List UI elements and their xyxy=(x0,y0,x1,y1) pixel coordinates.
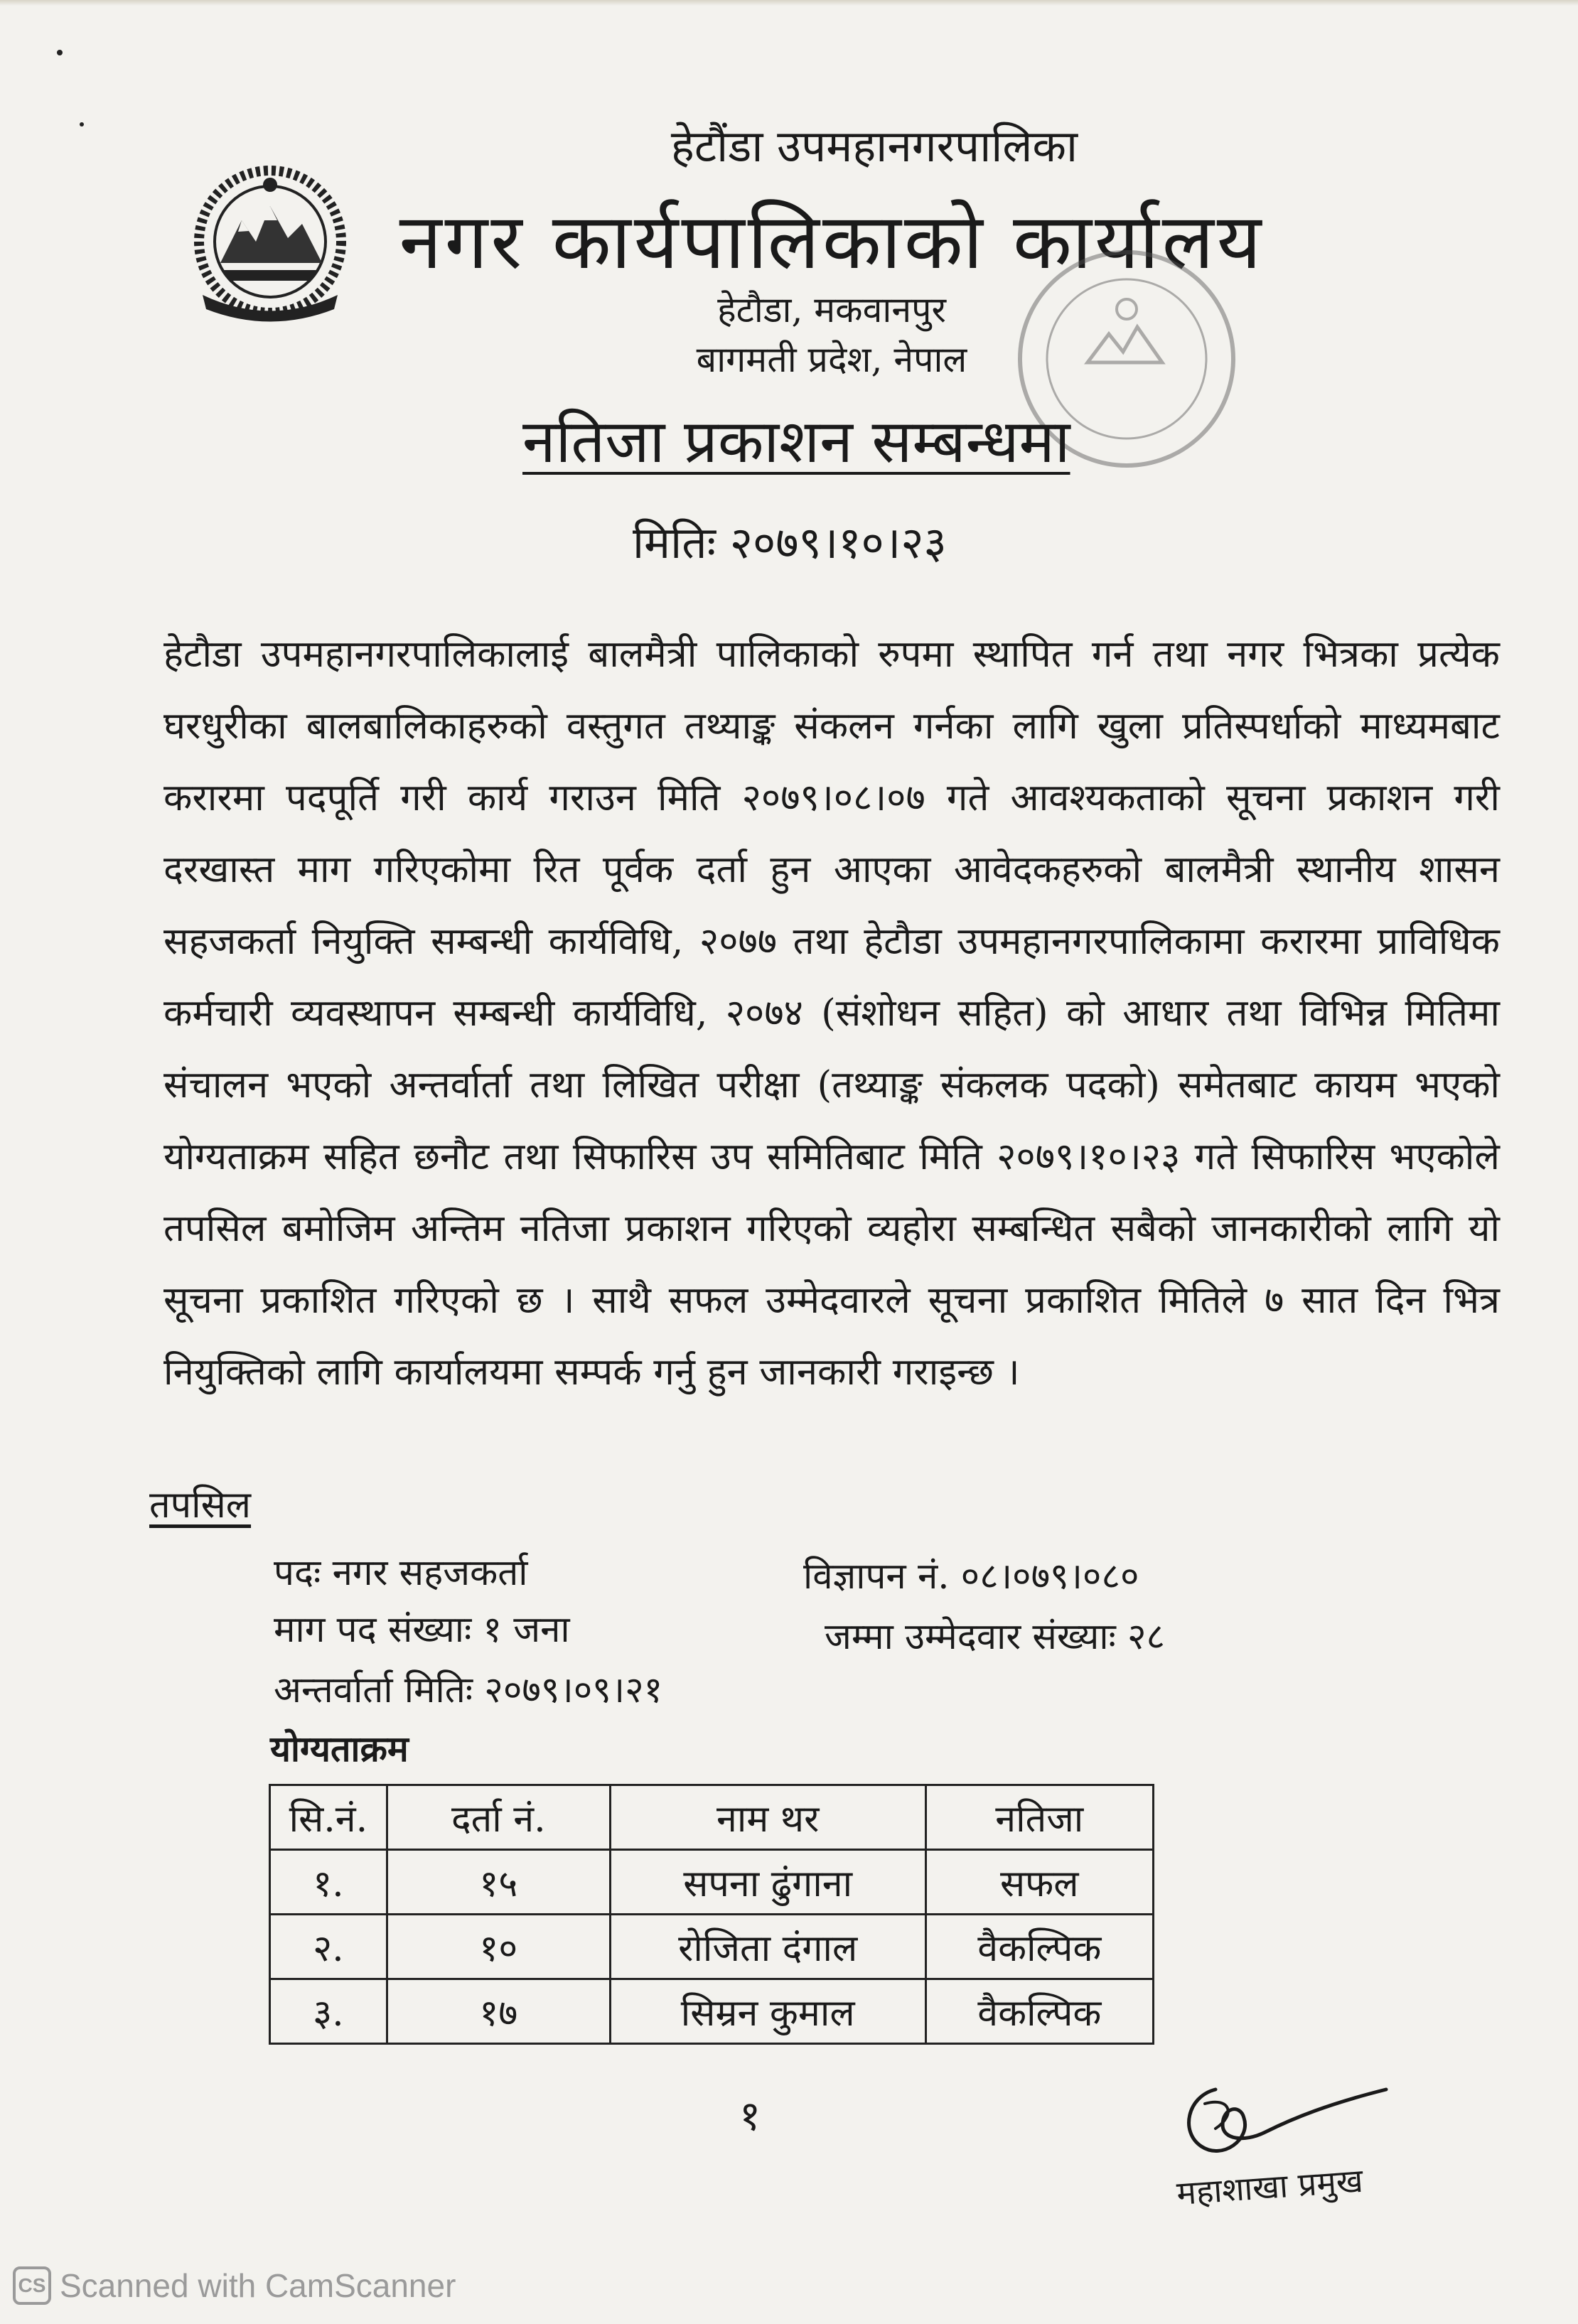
scan-speck xyxy=(80,122,84,127)
page-top-edge xyxy=(0,0,1578,6)
table-cell: सिम्रन कुमाल xyxy=(610,1979,925,2044)
notice-date: मितिः २०७९।१०।२३ xyxy=(633,517,947,569)
address-line-1: हेटौडा, मकवानपुर xyxy=(717,289,946,330)
address-line-2: बागमती प्रदेश, नेपाल xyxy=(696,339,967,380)
column-header: नतिजा xyxy=(925,1785,1153,1850)
scan-speck xyxy=(57,50,63,55)
table-cell: रोजिता दंगाल xyxy=(610,1915,925,1979)
org-title: नगर कार्यपालिकाको कार्यालय xyxy=(399,198,1265,286)
org-subtitle: हेटौंडा उपमहानगरपालिका xyxy=(670,120,1078,172)
table-header-row xyxy=(270,1785,1154,1850)
table-cell: १५ xyxy=(387,1850,610,1915)
table-cell: १० xyxy=(387,1915,610,1979)
table-cell: ३. xyxy=(270,1979,387,2044)
signatory-title: महाशाखा प्रमुख xyxy=(1175,2161,1365,2213)
scanner-watermark xyxy=(13,2264,456,2307)
interview-date: अन्तर्वार्ता मितिः २०७९।०९।२१ xyxy=(274,1669,663,1711)
ranking-heading: योग्यताक्रम xyxy=(270,1728,409,1770)
column-header: दर्ता नं. xyxy=(387,1785,610,1850)
page-number: १ xyxy=(739,2092,761,2140)
scanner-watermark-text: Scanned with CamScanner xyxy=(60,2267,456,2304)
column-header: सि.नं. xyxy=(270,1785,387,1850)
table-cell: २. xyxy=(270,1915,387,1979)
total-candidates: जम्मा उम्मेदवार संख्याः २८ xyxy=(825,1616,1166,1658)
camscanner-logo-icon: CS xyxy=(13,2266,51,2305)
table-row xyxy=(270,1850,1154,1915)
post-name: पदः नगर सहजकर्ता xyxy=(274,1552,528,1594)
demand-count: माग पद संख्याः १ जना xyxy=(274,1609,570,1651)
table-row xyxy=(270,1915,1154,1979)
table-cell: वैकल्पिक xyxy=(925,1979,1153,2044)
details-heading: तपसिल xyxy=(149,1484,252,1527)
notice-subject: नतिजा प्रकाशन सम्बन्धमा xyxy=(522,407,1070,476)
advertisement-number: विज्ञापन नं. ०८।०७९।०८० xyxy=(803,1556,1139,1598)
column-header: नाम थर xyxy=(610,1785,925,1850)
table-cell: वैकल्पिक xyxy=(925,1915,1153,1979)
table-cell: सफल xyxy=(925,1850,1153,1915)
table-row xyxy=(270,1979,1154,2044)
notice-body: हेटौडा उपमहानगरपालिकालाई बालमैत्री पालिकाको रुपमा स्थापित गर्न तथा नगर भित्रका प्रत्येक घरधुरीका बालबालिकाहरुको वस्तुगत तथ्याङ्क संकलन गर्नका लागि खुला प्रतिस्पर्धाको माध्यमबाट करारमा पदपूर्ति गरी कार्य गराउन मिति २०७९।०८।०७ गते आवश्यकताको सूचना प्रकाशन गरी दरखास्त माग गरिएकोमा रित पूर्वक दर्ता हुन आएका आवेदकहरुको बालमैत्री स्थानीय शासन सहजकर्ता नियुक्ति सम्बन्धी कार्यविधि, २०७७ तथा हेटौडा उपमहानगरपालिकामा करारमा प्राविधिक कर्मचारी व्यवस्थापन सम्बन्धी कार्यविधि, २०७४ (संशोधन सहित) को आधार तथा विभिन्न मितिमा संचालन भएको अन्तर्वार्ता तथा लिखित परीक्षा (तथ्याङ्क संकलक पदको) समेतबाट कायम भएको योग्यताक्रम सहित छनौट तथा सिफारिस उप समितिबाट मिति २०७९।१०।२३ गते सिफारिस भएकोले तपसिल बमोजिम अन्तिम नतिजा प्रकाशन गरिएको व्यहोरा सम्बन्धित सबैको जानकारीको लागि यो सूचना प्रकाशित गरिएको छ । साथै सफल उम्मेदवारले सूचना प्रकाशित मितिले ७ सात दिन भित्र नियुक्तिको लागि कार्यालयमा सम्पर्क गर्नु हुन जानकारी गराइन्छ । xyxy=(163,633,1500,1394)
table-cell: १. xyxy=(270,1850,387,1915)
table-cell: सपना ढुंगाना xyxy=(610,1850,925,1915)
table-cell: १७ xyxy=(387,1979,610,2044)
result-table xyxy=(269,1784,1154,2045)
